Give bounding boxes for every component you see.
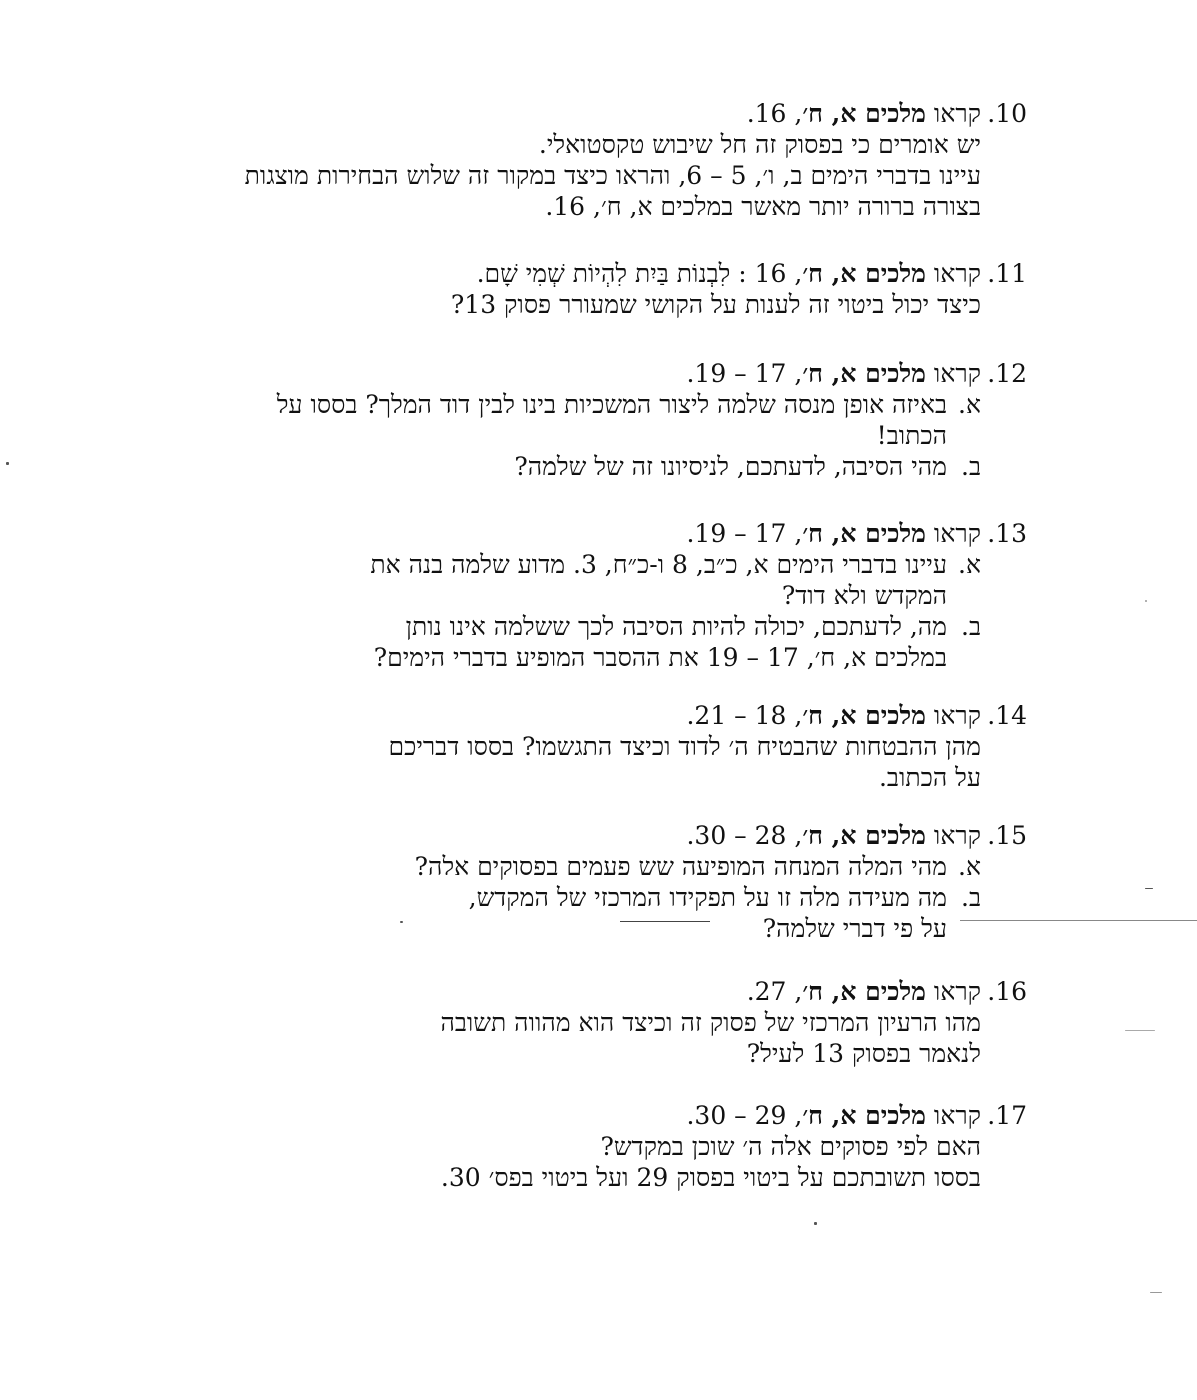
sub-question-line: המקדש ולא דוד? [781,581,947,610]
question-body [440,1007,981,1069]
question-reference: קראו מלכים א, ח׳, 16 : לִבְנוֹת בַּיִת לִהְיוֹת שְׁמִי שָׁם. [476,259,981,288]
sub-question-label: א. [958,852,981,881]
sub-question-a [415,851,981,882]
sub-question-line: הכתוב! [876,421,947,450]
question-line: בצורה ברורה יותר מאשר במלכים א, ח׳, 16. [545,192,981,221]
question-body [277,389,981,482]
sub-question-line: מה מעידה מלה זו על תפקידו המרכזי של המקדש, [468,883,947,912]
question-10 [245,98,1027,222]
question-13 [370,518,1027,673]
sub-question-line: במלכים א, ח׳, 17 – 19 את ההסבר המופיע בדברי הימים? [373,643,947,672]
question-line: מהן ההבטחות שהבטיח ה׳ לדוד וכיצד התגשמו? בססו דבריכם [388,732,981,761]
scan-speck [814,1222,817,1225]
sub-question-line: מהי המלה המנחה המופיעה שש פעמים בפסוקים אלה? [414,852,947,881]
sub-question-line: עיינו בדברי הימים א, כ״ב, 8 ו-כ״ח, 3. מדוע שלמה בנה את [370,550,947,579]
scan-speck [1125,1030,1155,1031]
sub-question-label: ב. [961,452,981,481]
question-12 [277,358,1027,482]
question-heading [277,358,1027,389]
question-number: 10. [987,99,1027,128]
question-line: האם לפי פסוקים אלה ה׳ שוכן במקדש? [600,1132,981,1161]
question-17 [441,1100,1027,1193]
scan-artifact-line [620,921,710,922]
question-reference: קראו מלכים א, ח׳, 29 – 30. [686,1101,981,1130]
question-reference: קראו מלכים א, ח׳, 17 – 19. [686,359,981,388]
sub-question-line: באיזה אופן מנסה שלמה ליצור המשכיות בינו לבין דוד המלך? בססו על [276,390,947,419]
question-body [441,1131,981,1193]
scan-speck [400,921,403,923]
question-number: 12. [987,359,1027,388]
question-body [245,129,981,222]
sub-question-line: על פי דברי שלמה? [762,914,947,943]
sub-question-label: א. [958,550,981,579]
question-reference: קראו מלכים א, ח׳, 28 – 30. [686,821,981,850]
question-line: עיינו בדברי הימים ב, ו׳, 5 – 6, והראו כיצד במקור זה שלוש הבחירות מוצגות [244,161,981,190]
question-heading [245,98,1027,129]
question-line: יש אומרים כי בפסוק זה חל שיבוש טקסטואלי. [538,130,981,159]
question-reference: קראו מלכים א, ח׳, 27. [746,977,981,1006]
question-line: בססו תשובתכם על ביטוי בפסוק 29 ועל ביטוי בפס׳ 30. [440,1163,981,1192]
sub-question-a [370,549,981,611]
question-number: 17. [987,1101,1027,1130]
question-body [451,289,981,320]
scan-speck [1145,600,1147,602]
question-16 [440,976,1027,1069]
question-14 [389,700,1027,793]
question-11 [451,258,1027,320]
sub-question-line: מה, לדעתכם, יכולה להיות הסיבה לכך ששלמה אינו נותן [405,612,947,641]
scan-artifact-line [960,920,1197,921]
question-line: מהו הרעיון המרכזי של פסוק זה וכיצד הוא מהווה תשובה [440,1008,981,1037]
question-15 [415,820,1027,944]
question-number: 16. [987,977,1027,1006]
sub-question-line: מהי הסיבה, לדעתכם, לניסיונו זה של שלמה? [514,452,947,481]
question-reference: קראו מלכים א, ח׳, 16. [746,99,981,128]
question-number: 14. [987,701,1027,730]
question-number: 15. [987,821,1027,850]
question-body [389,731,981,793]
question-reference: קראו מלכים א, ח׳, 17 – 19. [686,519,981,548]
question-line: על הכתוב. [878,763,981,792]
question-body [370,549,981,673]
question-number: 11. [987,259,1027,288]
question-number: 13. [987,519,1027,548]
sub-question-b [277,451,981,482]
question-heading [370,518,1027,549]
scan-speck [1145,888,1153,889]
scan-speck [6,462,9,465]
question-heading [440,976,1027,1007]
sub-question-label: א. [958,390,981,419]
question-line: לנאמר בפסוק 13 לעיל? [746,1039,981,1068]
question-heading [415,820,1027,851]
scan-speck [1150,1292,1162,1293]
sub-question-label: ב. [961,612,981,641]
question-heading [451,258,1027,289]
sub-question-label: ב. [961,883,981,912]
sub-question-a [277,389,981,451]
question-heading [441,1100,1027,1131]
question-heading [389,700,1027,731]
question-line: כיצד יכול ביטוי זה לענות על הקושי שמעורר פסוק 13? [450,290,981,319]
sub-question-b [370,611,981,673]
sub-question-b [415,882,981,944]
question-reference: קראו מלכים א, ח׳, 18 – 21. [686,701,981,730]
question-body [415,851,981,944]
